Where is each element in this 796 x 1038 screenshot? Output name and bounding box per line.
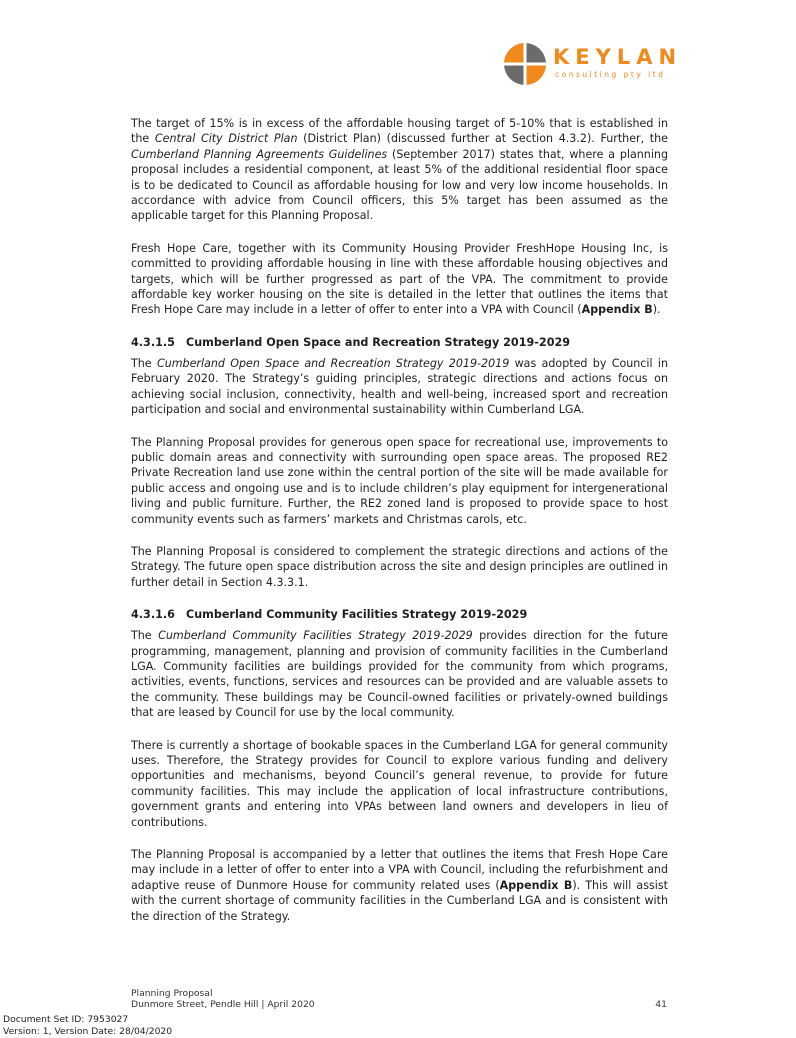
text-run: The Planning Proposal is considered to complement the strategic directions and actions of the Strategy. The future open space distribution across the site and design principles are outlined in further detail in Section 4.3.3.1. bbox=[131, 544, 668, 589]
document-metadata bbox=[3, 1014, 172, 1038]
logo-subtitle: consulting pty ltd bbox=[555, 70, 666, 79]
page-footer bbox=[131, 988, 667, 1010]
text-run: was adopted by Council in February 2020. The Strategy’s guiding principles, strategic directions and actions focus on achieving social inclusion, connectivity, health and well-being, increased sport and recreation participation and social and environmental sustainability within Cumberland LGA. bbox=[131, 356, 668, 417]
text-run: The bbox=[131, 356, 157, 370]
logo-name: KEYLAN bbox=[553, 45, 683, 69]
page-number: 41 bbox=[655, 999, 667, 1010]
text-run: The bbox=[131, 629, 159, 643]
italic-text: Central City District Plan bbox=[154, 132, 298, 146]
version-info: Version: 1, Version Date: 28/04/2020 bbox=[3, 1026, 173, 1037]
document-set-id: Document Set ID: 7953027 bbox=[3, 1014, 129, 1025]
text-run: (District Plan) (discussed further at Section 4.3.2). Further, the bbox=[297, 132, 669, 146]
footer-doc-title: Planning Proposal bbox=[131, 988, 213, 999]
text-run: The target of 15% is in excess of the affordable housing target of 5-10% that is established in the bbox=[131, 117, 668, 146]
bold-text: Appendix B bbox=[499, 878, 573, 892]
bold-text: Appendix B bbox=[581, 303, 653, 317]
text-run: Fresh Hope Care, together with its Community Housing Provider FreshHope Housing Inc, is committed to providing affordable housing in line with these affordable housing objectives and targets, which will be further progressed as part of the VPA. The commitment to provide affordable key worker housing on the site is detailed in the letter that outlines the items that Fresh Hope Care may include in a letter of offer to enter into a VPA with Council ( bbox=[131, 241, 668, 317]
text-run: provides direction for the future programming, management, planning and provision of community facilities in the Cumberland LGA. Community facilities are buildings provided for the community from which programs, activities, events, functions, services and resources can be provided and are valuable assets to the community. These buildings may be Council-owned facilities or privately-owned buildings that are leased by Council for use by the local community. bbox=[131, 629, 668, 720]
main-content bbox=[131, 116, 668, 941]
italic-text: Cumberland Planning Agreements Guidelines bbox=[131, 147, 388, 161]
intro-paragraph-2 bbox=[131, 241, 668, 318]
text-run: The Planning Proposal is accompanied by a letter that outlines the items that Fresh Hope Care may include in a letter of offer to enter into a VPA with Council, including the refurbishment and adaptive reuse of Dunmore House for community related uses ( bbox=[131, 848, 668, 892]
text-run: The Planning Proposal provides for generous open space for recreational use, improvements to public domain areas and connectivity with surrounding open space areas. The proposed RE2 Private Recreation land use zone within the central portion of the site will be made available for public access and ongoing use and is to include children’s play equipment for intergenerational living and public furniture. Further, the RE2 zoned land is proposed to provide space to host community events such as farmers’ markets and Christmas carols, etc. bbox=[131, 435, 668, 526]
community-facilities-paragraph-2 bbox=[131, 738, 668, 830]
section-heading-4-3-1-6 bbox=[131, 607, 668, 622]
section-number: 4.3.1.6 bbox=[131, 608, 175, 622]
footer-doc-subtitle: Dunmore Street, Pendle Hill | April 2020 bbox=[131, 999, 315, 1010]
italic-text: Cumberland Open Space and Recreation Strategy 2019-2019 bbox=[156, 356, 510, 370]
text-run: (September 2017) states that, where a planning proposal includes a residential component, at least 5% of the additional residential floor space is to be dedicated to Council as affordable housing for low and very low income households. In accordance with advice from Council officers, this 5% target has been assumed as the applicable target for this Planning Proposal. bbox=[131, 147, 668, 223]
intro-paragraph-1 bbox=[131, 116, 668, 224]
open-space-paragraph-1 bbox=[131, 356, 668, 418]
community-facilities-paragraph-3 bbox=[131, 847, 668, 924]
section-number: 4.3.1.5 bbox=[131, 335, 175, 349]
keylan-logo-icon bbox=[503, 42, 547, 86]
text-run: There is currently a shortage of bookable spaces in the Cumberland LGA for general community uses. Therefore, the Strategy provides for Council to explore various funding and delivery opportunities and mechanisms, beyond Council’s general revenue, to provide for future community facilities. This may include the application of local infrastructure contributions, government grants and entering into VPAs between land owners and developers in lieu of contributions. bbox=[131, 738, 668, 829]
text-run: ). bbox=[652, 303, 661, 317]
community-facilities-paragraph-1 bbox=[131, 628, 668, 720]
section-heading-4-3-1-5 bbox=[131, 335, 668, 350]
section-title: Cumberland Community Facilities Strategy 2019-2029 bbox=[186, 608, 528, 622]
open-space-paragraph-3 bbox=[131, 544, 668, 590]
keylan-logo bbox=[503, 42, 683, 92]
section-title: Cumberland Open Space and Recreation Strategy 2019-2029 bbox=[186, 335, 571, 349]
italic-text: Cumberland Community Facilities Strategy 2019-2029 bbox=[158, 629, 473, 643]
text-run: ). This will assist with the current shortage of community facilities in the Cumberland LGA and is consistent with the direction of the Strategy. bbox=[131, 878, 668, 923]
open-space-paragraph-2 bbox=[131, 435, 668, 527]
